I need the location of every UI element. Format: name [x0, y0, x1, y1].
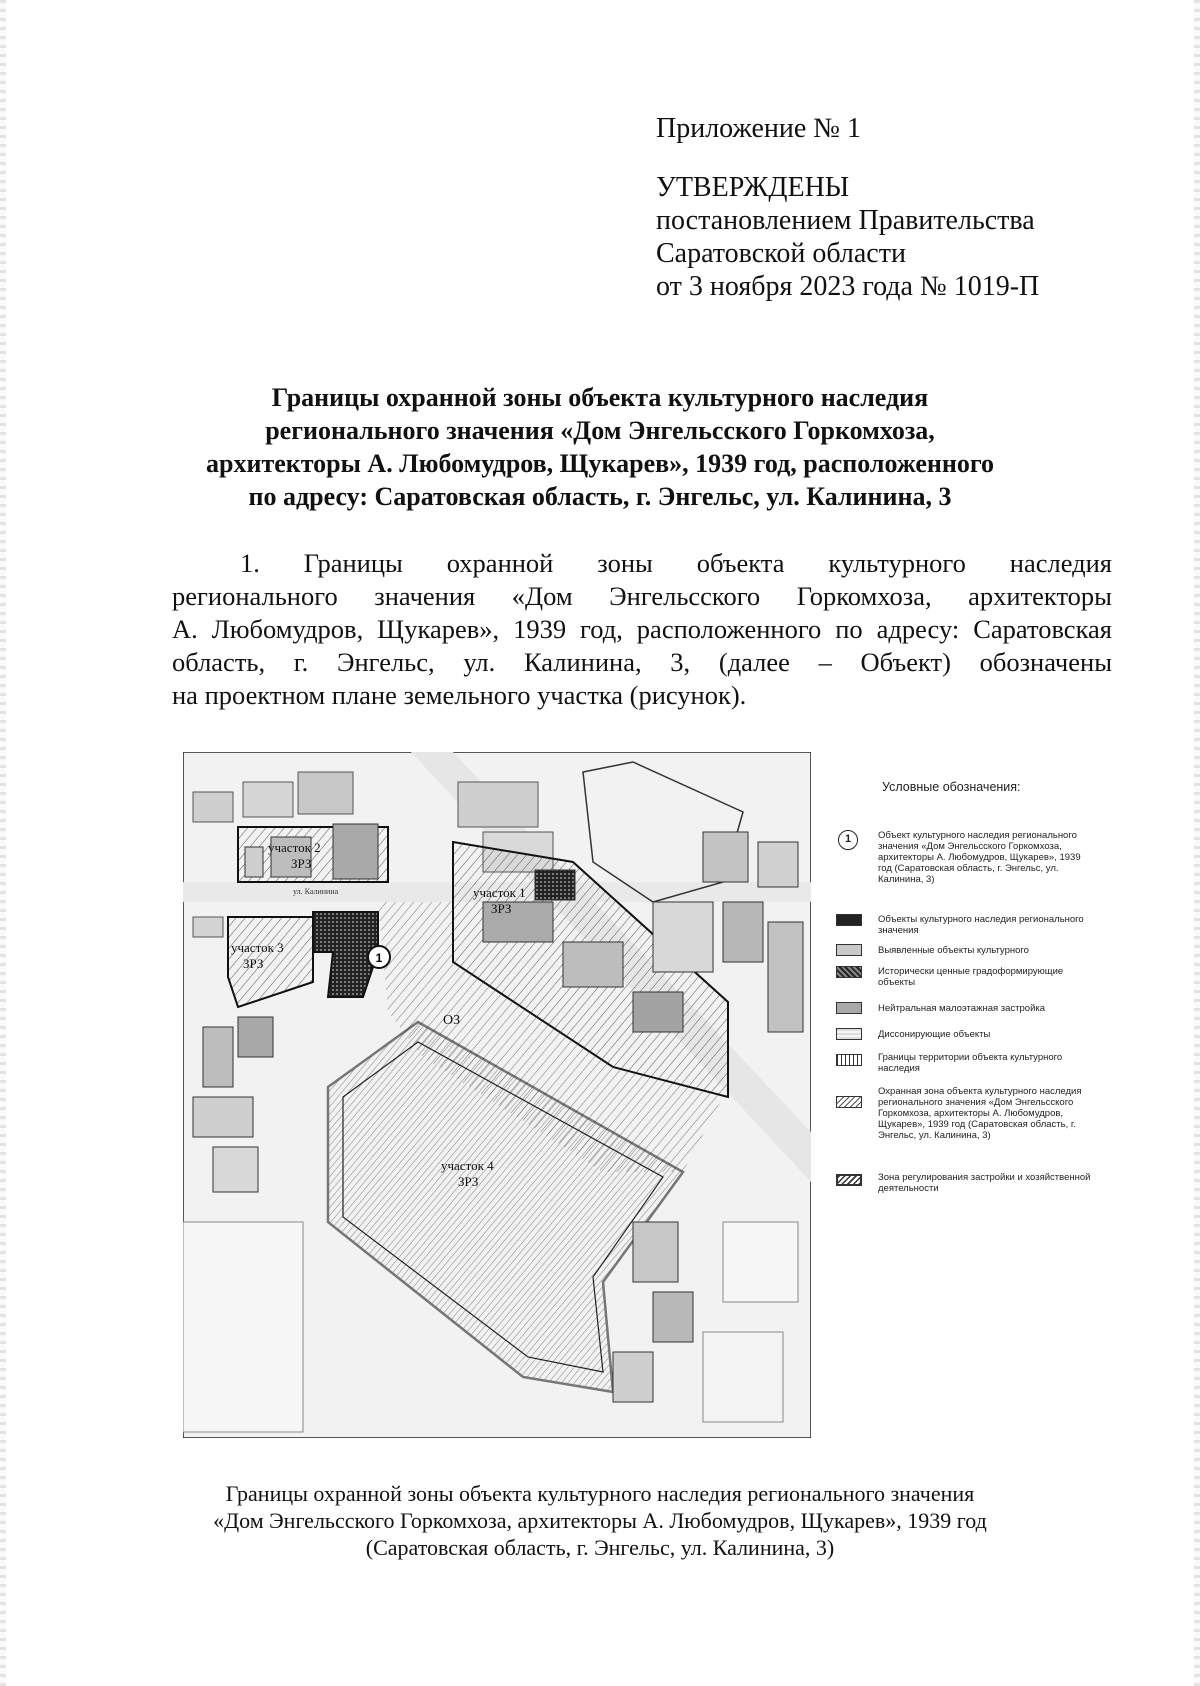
paragraph-line-3: А. Любомудров, Щукарев», 1939 год, расположенного по адресу: Саратовская — [172, 614, 1112, 644]
plot-3-zone: ЗРЗ — [243, 956, 264, 971]
object-marker — [368, 946, 390, 968]
scan-edge-left — [0, 0, 6, 1686]
title-line-1: Границы охранной зоны объекта культурного наследия — [271, 383, 929, 412]
body-paragraph — [172, 547, 1112, 712]
paragraph-line-2: регионального значения «Дом Энгельсского Горкомхоза, архитекторы — [172, 581, 1112, 611]
legend-title: Условные обозначения: — [882, 780, 1021, 794]
caption-line-2: «Дом Энгельсского Горкомхоза, архитекторы А. Любомудров, Щукарев», 1939 год — [213, 1508, 987, 1533]
site-plan-map — [183, 752, 811, 1438]
approval-line-1: постановлением Правительства — [656, 205, 1035, 236]
title-line-4: по адресу: Саратовская область, г. Энгельс, ул. Калинина, 3 — [248, 482, 952, 511]
medium-gray-swatch-icon — [836, 1002, 862, 1014]
plot-3-label: участок 3 — [231, 940, 284, 955]
document-title — [150, 381, 1050, 513]
legend-text-heritage: Объекты культурного наследия регионального значения — [878, 914, 1084, 936]
map-legend — [836, 780, 1096, 1194]
title-line-2: регионального значения «Дом Энгельсского Горкомхоза, — [265, 416, 935, 445]
annex-number: Приложение № 1 — [656, 113, 861, 144]
bold-hatch-swatch-icon — [836, 1174, 862, 1186]
approval-line-2: Саратовской области — [656, 238, 906, 269]
plot-4-zone: ЗРЗ — [458, 1174, 479, 1189]
caption-line-3: (Саратовская область, г. Энгельс, ул. Калинина, 3) — [365, 1535, 835, 1560]
title-line-3: архитекторы А. Любомудров, Щукарев», 1939 год, расположенного — [206, 449, 994, 478]
legend-text-historic: Исторически ценные градоформирующие объекты — [878, 966, 1064, 988]
light-dotted-swatch-icon — [836, 1028, 862, 1040]
legend-text-protection-zone: Охранная зона объекта культурного наследия регионального значения «Дом Энгельсского Горкомхоза, архитекторы А. Любомудров, Щукарев», 1939 год (Саратовская область, г. Энгельс, ул. Калинина, 3) — [878, 1086, 1082, 1141]
approved-heading: УТВЕРЖДЕНЫ — [656, 172, 850, 203]
approval-block — [656, 112, 1039, 303]
object-marker-number: 1 — [375, 951, 383, 965]
plot-2-zone: ЗРЗ — [291, 856, 312, 871]
plot-1-label: участок 1 — [473, 885, 526, 900]
site-plan-svg — [183, 752, 811, 1438]
legend-text-object: Объект культурного наследия регионального значения «Дом Энгельсского Горкомхоза, архитекторы А. Любомудров, Щукарев», 1939 год (Саратовская область, г. Энгельс, ул. Калинина, 3) — [878, 830, 1081, 885]
plot-4-label: участок 4 — [441, 1158, 494, 1173]
figure-caption — [150, 1480, 1050, 1561]
street-label: ул. Калинина — [293, 887, 339, 896]
legend-text-territory: Границы территории объекта культурного наследия — [878, 1052, 1063, 1074]
light-gray-swatch-icon — [836, 944, 862, 956]
vertical-hatch-swatch-icon — [836, 1054, 862, 1066]
plot-2-label: участок 2 — [268, 840, 321, 855]
legend-text-dissonant: Диссонирующие объекты — [878, 1029, 991, 1040]
protection-zone-label: ОЗ — [443, 1013, 461, 1028]
solid-dark-swatch-icon — [836, 914, 862, 926]
legend-text-identified: Выявленные объекты культурного — [878, 945, 1029, 956]
legend-circle-icon: 1 — [838, 830, 858, 850]
plot-1-zone: ЗРЗ — [491, 901, 512, 916]
scan-edge-right — [1194, 0, 1200, 1686]
paragraph-line-1: 1. Границы охранной зоны объекта культурного наследия — [240, 548, 1112, 578]
paragraph-line-5: на проектном плане земельного участка (рисунок). — [172, 680, 747, 710]
caption-line-1: Границы охранной зоны объекта культурного наследия регионального значения — [225, 1481, 975, 1506]
paragraph-line-4: область, г. Энгельс, ул. Калинина, 3, (далее – Объект) обозначены — [172, 647, 1112, 677]
legend-text-neutral: Нейтральная малоэтажная застройка — [878, 1003, 1046, 1014]
approval-line-3: от 3 ноября 2023 года № 1019-П — [656, 271, 1040, 302]
diagonal-hatch-swatch-icon — [836, 1096, 862, 1108]
dark-dotted-swatch-icon — [836, 966, 862, 978]
legend-text-regulation-zone: Зона регулирования застройки и хозяйственной деятельности — [878, 1172, 1091, 1194]
